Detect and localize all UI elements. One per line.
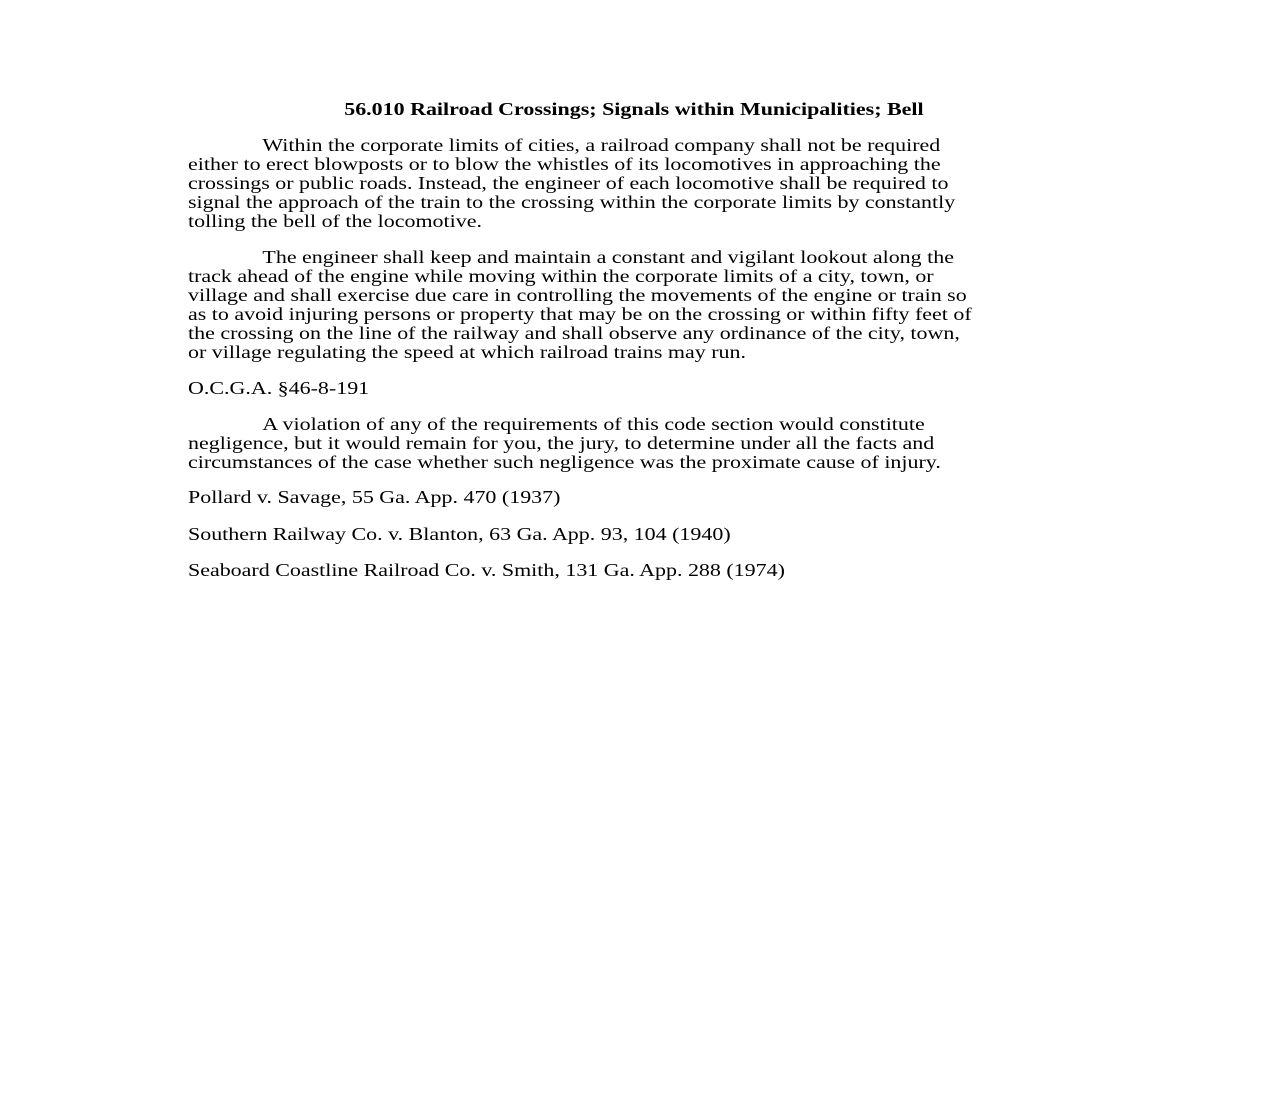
text-line: Within the corporate limits of cities, a railroad company shall not be required [262,135,941,155]
section-title: 56.010 Railroad Crossings; Signals within Municipalities; Bell [344,99,924,119]
text-line: signal the approach of the train to the crossing within the corporate limits by constantly [188,192,956,212]
text-line: as to avoid injuring persons or property that may be on the crossing or within fifty feet of [188,304,972,324]
case-citation: Southern Railway Co. v. Blanton, 63 Ga. App. 93, 104 (1940) [188,524,731,544]
case-citation: Seaboard Coastline Railroad Co. v. Smith, 131 Ga. App. 288 (1974) [188,560,785,580]
paragraph-3 [188,415,1080,472]
text-line: either to erect blowposts or to blow the whistles of its locomotives in approaching the [188,154,941,174]
text-line: village and shall exercise due care in controlling the movements of the engine or train so [188,285,967,305]
statute-citation: O.C.G.A. §46-8-191 [188,378,370,398]
text-line: circumstances of the case whether such negligence was the proximate cause of injury. [188,452,941,472]
text-line: tolling the bell of the locomotive. [188,211,482,231]
paragraph-2 [188,248,1080,362]
text-line: The engineer shall keep and maintain a constant and vigilant lookout along the [262,247,954,267]
text-line: A violation of any of the requirements of this code section would constitute [262,414,925,434]
text-line: crossings or public roads. Instead, the engineer of each locomotive shall be required to [188,173,949,193]
text-line: track ahead of the engine while moving within the corporate limits of a city, town, or [188,266,934,286]
paragraph-1 [188,136,1080,231]
text-line: or village regulating the speed at which railroad trains may run. [188,342,746,362]
text-line: negligence, but it would remain for you, the jury, to determine under all the facts and [188,433,935,453]
text-line: the crossing on the line of the railway and shall observe any ordinance of the city, town, [188,323,960,343]
document-page [188,0,1080,1100]
case-citation: Pollard v. Savage, 55 Ga. App. 470 (1937) [188,487,561,507]
